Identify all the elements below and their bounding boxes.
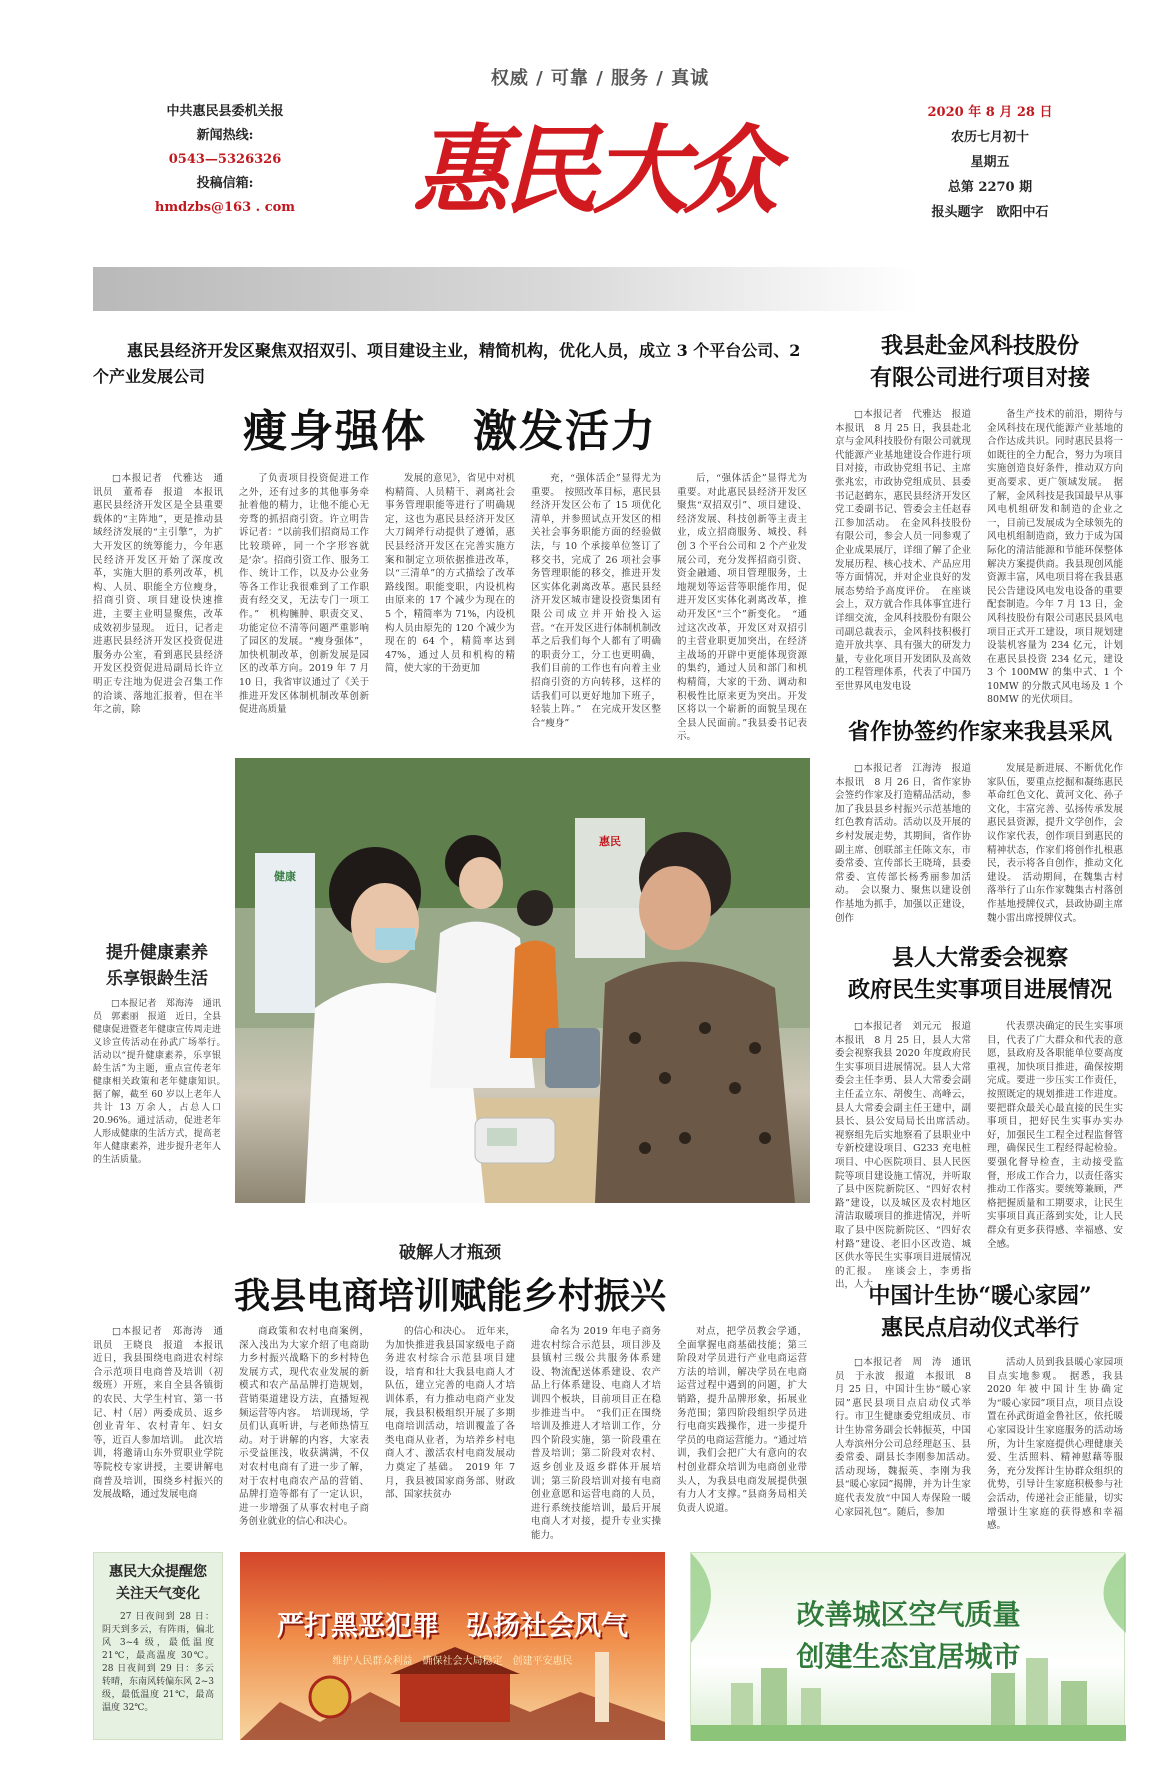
family-title-line-1: 中国计生协“暖心家园” xyxy=(868,1283,1092,1309)
anti-crime-ad xyxy=(240,1552,665,1740)
family-column-2: 活动人员到我县暖心家园项目点实地参观。 据悉，我县 2020 年被中国计生协确定为“暖心家园”项目点，项目点设置在孙武街道金鲁社区，依托暖心家园设计生家庭服务的活动场所，为计生家庭提供心理健康关爱、生活照料、精神慰藉等服务，充分发挥计生协群众组织的优势，引导计生家庭积极参与社会活动，传递社会正能量，切实增强计生家庭的获得感和幸福感。 xyxy=(987,1357,1123,1532)
lead-column-4: 充，“强体活企”显得尤为重要。 按照改革目标，惠民县经济开发区公布了 15 项优化清单，并参照试点开发区的相关社会事务职能方面的经验做法，与 10 个承接单位签订了移交书，完成了 26 项社会事务管理职能的移交，推进开发区实体化剥离改革。惠民县经济开发区城市建设投资集团有限公司成立并开始投入运营。“在开发区进行体制机制改革之后我们每个人都有了明确的职责分工，分工也更明确，我们目前的工作也有向着主业招商引资的方向转移，这样的话我们可以更好地加下班子，轻装上阵。” 在完成开发区整合“瘦身” xyxy=(531,473,661,729)
npc-column-2: 代表票决确定的民生实事项目，代表了广大群众和代表的意愿，县政府及各职能单位要高度重视，加快项目推进，确保按期完成。要进一步压实工作责任，按照既定的规划推进工作进度。要把群众最关心最直接的民生实事项目，把好民生实事办实办好，加强民生工程全过程监督管理，确保民生工程经得起检验。要强化督导检查，主动接受监督，形成工作合力，以责任落实推动工作落实。要统筹兼顾，严格把握质量和工期要求，让民生实事项目真正落到实处，让人民群众有更多获得感、幸福感、安全感。 xyxy=(987,1021,1123,1250)
lead-title: 瘦身强体 激发活力 xyxy=(243,406,657,457)
issue-number: 总第 2270 期 xyxy=(947,180,1033,195)
anti-crime-ad-text: 严打黑恶犯罪 弘扬社会风气 xyxy=(277,1611,628,1642)
ecommerce-kicker: 破解人才瓶颈 xyxy=(399,1243,501,1263)
writers-title: 省作协签约作家来我县采风 xyxy=(847,719,1112,745)
air-quality-ad-line-1: 改善城区空气质量 xyxy=(796,1598,1021,1631)
jinfeng-title-line-1: 我县赴金风科技股份 xyxy=(880,333,1079,359)
ecommerce-column-1: □本报记者 郑海涛 通讯员 王晓良 报道 本报讯 近日，我县围绕电商进农村综合示范项目电商普及培训（初级班）开班，来自全县各镇街的农民、大学生村官、第一书记、村（居）两委成员、返乡创业青年、农村青年、妇女等，近百人参加培训。 此次培训，将邀请山东外贸职业学院等院校专家讲授，主要讲解电商普及培训，围绕乡村振兴的发展战略，通过发展电商 xyxy=(93,1326,233,1501)
health-title xyxy=(93,940,221,992)
photo-sign-right: 惠民 xyxy=(599,835,621,848)
jinfeng-column-2: 备生产技术的前沿，期待与金风科技在现代能源产业基地的合作达成共识。同时惠民县将一如既往的全力配合，努力为项目实施创造良好条件，推动双方向更高要求、更广领域发展。 据了解，金风科技是我国最早从事风电机组研发和制造的企业之一，目前已发展成为全球领先的风电机组制造商，致力于成为国际化的清洁能源和节能环保整体解决方案提供商。我县现创风能资源丰富，风电项目将在我县惠民公告建设风电发电设备的重要配套制造。今年 7 月 13 日，金风科技股份有限公司惠民县风电项目正式开工建设，项目规划建设装机容量为 234 亿元，计划在惠民县投资 234 亿元，建设 3 个 100MW 的集中式、1 个 10MW 的分散式风电场及 1 个 80MW 的光伏项目。 xyxy=(987,409,1123,706)
lead-column-5: 后，“强体活企”显得尤为重要。对此惠民县经济开发区聚焦“双招双引”、项目建设、经济发展、科技创新等主责主业，成立招商服务、城投、科创 3 个平台公司和 2 个产业发展公司，充分发挥招商引资、资金融通、项目管理服务，土地规划等运营等职能作用，促进开发区实体化剥离改革，推动开发区“三个”新变化。 “通过这次改革，开发区对双招引的主营业职更加突出，在经济主战场的开辟中更能体现资源的集约，通过人员和部门和机构精简，大家的干劲、调动和积极性比原来更为突出。开发区将以一个崭新的面貌呈现在全县人民面前。”我县委书记表示。 xyxy=(677,473,807,743)
lead-column-3: 发展的意见》，省见中对机构精简、人员精干、剥离社会事务管理职能等进行了明确规定，这也为惠民县经济开发区大刀阔斧行动提供了遵循，惠民县经济开发区在完善实施方案和制定立项依据推进改革，以“三清单”的方式描绘了改革路线图。职能变职，内设机构由原来的 17 个减少为现在的 5 个，精简率为 71%，内设机构人员由原先的 120 个减少为现在的 64 个，精简率达到 47%，通过人员和机构的精简，使大家的干劲更加 xyxy=(385,473,515,675)
email-label: 投稿信箱: xyxy=(196,176,254,191)
npc-title xyxy=(835,942,1125,1006)
health-body: □本报记者 郑海涛 通讯员 郭素丽 报道 近日，全县健康促进暨老年健康宣传周走进义诊宣传活动在孙武广场举行。 活动以“提升健康素养，乐享银龄生活”为主题，重点宣传老年健康相关政策和老年健康知识。 据了解，截至 60 岁以上老年人共计 13 万余人，占总人口 20.96%。通过活动，促进老年人形成健康的生活方式，提高老年人健康素养，进步提升老年人的生活质量。 xyxy=(93,999,231,1165)
health-check-photo xyxy=(235,758,810,1203)
lead-column-2: 了负责项目投资促进工作之外，还有过多的其他事务牵扯着他的精力，让他不能心无旁骛的抓招商引资。许立明告诉记者：“以前我们招商局工作比较琐碎，同一个字形容就是‘杂’。招商引资工作、服务工作、统计工作，以及办公业务等各工作让我很难到了工作职责有经交叉，无法专门一项工作。” 机构臃肿、职责交叉、功能定位不清等问题严重影响了园区的发展。“瘦身强体”，加快机制改革，创新发展是园区的改革方向。2019 年 7 月 10 日，我省审议通过了《关于推进开发区体制机制改革创新促进高质量 xyxy=(239,473,369,716)
lunar-date: 农历七月初十 xyxy=(950,130,1029,145)
air-quality-ad xyxy=(690,1552,1125,1740)
weather-box xyxy=(93,1552,223,1740)
publisher: 中共惠民县委机关报 xyxy=(166,104,284,119)
weather-title-line-2: 关注天气变化 xyxy=(116,1586,200,1602)
ecommerce-column-4: 命名为 2019 年电子商务进农村综合示范县，项目涉及县镇村三级公共服务体系建设、物流配送体系建设、农产品上行体系建设、电商人才培训四个板块，目前项目正在稳步推进当中。 “我们正在围绕培训及推进人才培训工作，分四个阶段实施，第一阶段重在普及培训；第二阶段对农村、返乡创业及返乡群体开展培训；第三阶段培训对接有电商创业意愿和运营电商的人员，进行系统技能培训，最后开展电商人才对接，提升专业实操能力。 xyxy=(531,1326,661,1541)
ecommerce-column-5: 对点，把学员教会学通，全面掌握电商基础技能；第三阶段对学员进行产业电商运营方法的培训，解决学员在电商运营过程中遇到的问题，扩大销路，提升品牌形象，拓展业务范围；第四阶段组织学员进行电商实践操作，进一步提升学员的电商运营能力。“通过培训，我们会把广大有意向的农村创业群众培训为电商创业带头人，为我县电商发展提供强有力人才支撑。”县商务局相关负责人说道。 xyxy=(677,1326,807,1514)
weekday: 星期五 xyxy=(970,155,1010,170)
anti-crime-ad-graphic xyxy=(240,1552,665,1740)
calligrapher: 报头题字 欧阳中石 xyxy=(931,205,1049,220)
health-title-line-1: 提升健康素养 xyxy=(106,943,208,963)
anti-crime-ad-subtext: 维护人民群众利益 确保社会大局稳定 创建平安惠民 xyxy=(332,1656,573,1667)
jinfeng-column-1: □本报记者 代雅达 报道 本报讯 8 月 25 日，我县赴北京与金风科技股份有限公司就现代能源产业基地建设合作进行项目对接，市政协党组书记、主席张兆宏，市政协党组成员、县委书记赵鹤东，惠民县经济开发区党工委副书记、管委会主任赵春江参加活动。 在金风科技股份有限公司，参会人员一同参观了企业成果展厅，详细了解了企业发展历程、核心技术、产品应用等方面情况，并对企业良好的发展态势给予高度评价。 在座谈会上，双方就合作具体事宜进行详细交流，金风科技股份有限公司副总裁表示，金风科技积极打造开放共享、具有强大的研发力量，专业化项目开发团队及高效的工程管理体系，代表了中国乃至世界风电发电设 xyxy=(835,409,981,692)
email-address: hmdzbs@163 . com xyxy=(154,200,296,215)
npc-title-line-2: 政府民生实事项目进展情况 xyxy=(847,977,1112,1003)
masthead-right-info xyxy=(905,100,1075,225)
writers-column-2: 发展是新进展、不断优化作家队伍，要重点挖掘和凝练惠民革命红色文化、黄河文化、孙子文化，丰富完善、弘扬传承发展惠民县资源，提升文学创作，会议作家代表，创作项目到惠民的精神状态，作家们将创作扎根惠民，表示将各自创作，推动文化建设。 活动期间，在魏集古村落举行了山东作家魏集古村落创作基地授牌仪式，县政协副主席魏小雷出席授牌仪式。 xyxy=(987,763,1123,924)
lead-subtitle: 惠民县经济开发区聚焦双招双引、项目建设主业，精简机构，优化人员，成立 3 个平台公司、2 个产业发展公司 xyxy=(93,341,801,386)
ecommerce-column-3: 的信心和决心。 近年来，为加快推进我县国家级电子商务进农村综合示范县项目建设，培育和壮大我县电商人才队伍，建立完善的电商人才培训体系，有力推动电商产业发展，我县积极组织开展了多期电商培训活动，培训覆盖了各类电商从业者，为培养乡村电商人才、激活农村电商发展动力奠定了基础。 2019 年 7 月，我县被国家商务部、财政部、国家扶贫办 xyxy=(385,1326,515,1501)
photo-illustration xyxy=(235,758,810,1203)
jinfeng-title-line-2: 有限公司进行项目对接 xyxy=(869,365,1090,391)
ecommerce-title: 我县电商培训赋能乡村振兴 xyxy=(233,1275,666,1317)
hotline-label: 新闻热线: xyxy=(196,128,254,143)
issue-date: 2020 年 8 月 28 日 xyxy=(927,105,1053,120)
paper-name-logo: 惠民大众 xyxy=(412,114,773,227)
npc-column-1: □本报记者 刘元元 报道 本报讯 8 月 25 日，县人大常委会视察我县 2020 年度政府民生实事项目进展情况。县人大常委会主任李勇、县人大常委会副主任孟立东、胡俊生、高峰云，县人大常委会副主任王建中，副县长、县公安局局长出席活动。 视察组先后实地察看了县职业中专新校建设项目、G233 充电桩项目、中心医院项目、县人民医院等项目建设施工情况，并听取了县中医院新院区、“四好农村路”建设，以及城区及农村地区清洁取暖项目的推进情况，并听取了县中医院新院区、“四好农村路”建设、老旧小区改造、城区供水等民生实事项目进展情况的汇报。 座谈会上，李勇指出，人大 xyxy=(835,1021,981,1291)
jinfeng-title xyxy=(835,330,1125,394)
weather-title-line-1: 惠民大众提醒您 xyxy=(109,1564,207,1580)
weather-body: 27 日夜间到 28 日：阴天到多云，有阵雨，偏北风 3~4 级，最低温度 21℃，最高温度 30℃。 28 日夜间到 29 日：多云转晴，东南风转偏东风 2~3 级，最低温度 21℃，最高温度 32℃。 xyxy=(102,1612,214,1713)
air-quality-ad-line-2: 创建生态宜居城市 xyxy=(796,1640,1021,1673)
family-column-1: □本报记者 周 涛 通讯员 于永波 报道 本报讯 8 月 25 日，中国计生协“暖心家园”惠民县项目点启动仪式举行。市卫生健康委党组成员、市计生协常务副会长韩振英，中国人寿滨州分公司总经理赵玉、县委常委、副县长李刚参加活动。 活动现场，魏振英、李刚为我县“暖心家园”揭牌，并为计生家庭代表发放“中国人寿保险一暖心家园礼包”。随后，参加 xyxy=(835,1357,981,1518)
health-title-line-2: 乐享银龄生活 xyxy=(106,969,208,989)
slogan: 权威 / 可靠 / 服务 / 真诚 xyxy=(490,68,710,89)
writers-column-1: □本报记者 江海涛 报道 本报讯 8 月 26 日，省作家协会签约作家及打造精品活动，参加了我县县乡村振兴示范基地的红色教育活动。活动以及开展的乡村发展走势，其期间，省作协副主席、创联部主任陈文东，市委常委、宣传部长王晓琦，县委常委、宣传部长杨秀丽参加活动。 会以聚力、聚焦以建设创作基地为抓手，加强以正建设，创作 xyxy=(835,763,981,924)
ecommerce-column-2: 商政策和农村电商案例，深入浅出为大家介绍了电商助力乡村振兴战略下的乡村特色发展方式，现代农业发展的新模式和农产品品牌打造规划，营销渠道建设方法，直播短视频运营等内容。 培训现场，学员们认真听讲，与老师热情互动。对于讲解的内容，大家表示受益匪浅，收获满满，不仅对农村电商有了进一步了解，对于农村电商农产品的营销、品牌打造等都有了一定认识，进一步增强了从事农村电子商务创业就业的信心和决心。 xyxy=(239,1326,369,1528)
hotline-number: 0543—5326326 xyxy=(168,152,282,167)
family-title xyxy=(835,1280,1125,1344)
masthead-divider-bar xyxy=(93,267,1125,311)
photo-sign-left: 健康 xyxy=(274,870,296,883)
masthead-left-info xyxy=(130,100,320,220)
npc-title-line-1: 县人大常委会视察 xyxy=(891,945,1068,971)
family-title-line-2: 惠民点启动仪式举行 xyxy=(880,1315,1079,1341)
lead-column-1: □本报记者 代雅达 通讯员 董希春 报道 本报讯 惠民县经济开发区是全县重要载体的“主阵地”，更是推动县域经济发展的“主引擎”，为扩大开发区的统筹能力，今年惠民经济开发区开始了深度改革，实施大胆的系列改革，机构、人员、职能全方位瘦身，招商引资、项目建设快速推进，主要主业明显聚焦，改革成效初步显现。 近日，记者走进惠民县经济开发区投资促进服务办公室，看到惠民县经济开发区投资促进局副局长许立明正专注地为促进会召集工作的洽谈、落地汇报着，但在半年之前，除 xyxy=(93,473,233,716)
